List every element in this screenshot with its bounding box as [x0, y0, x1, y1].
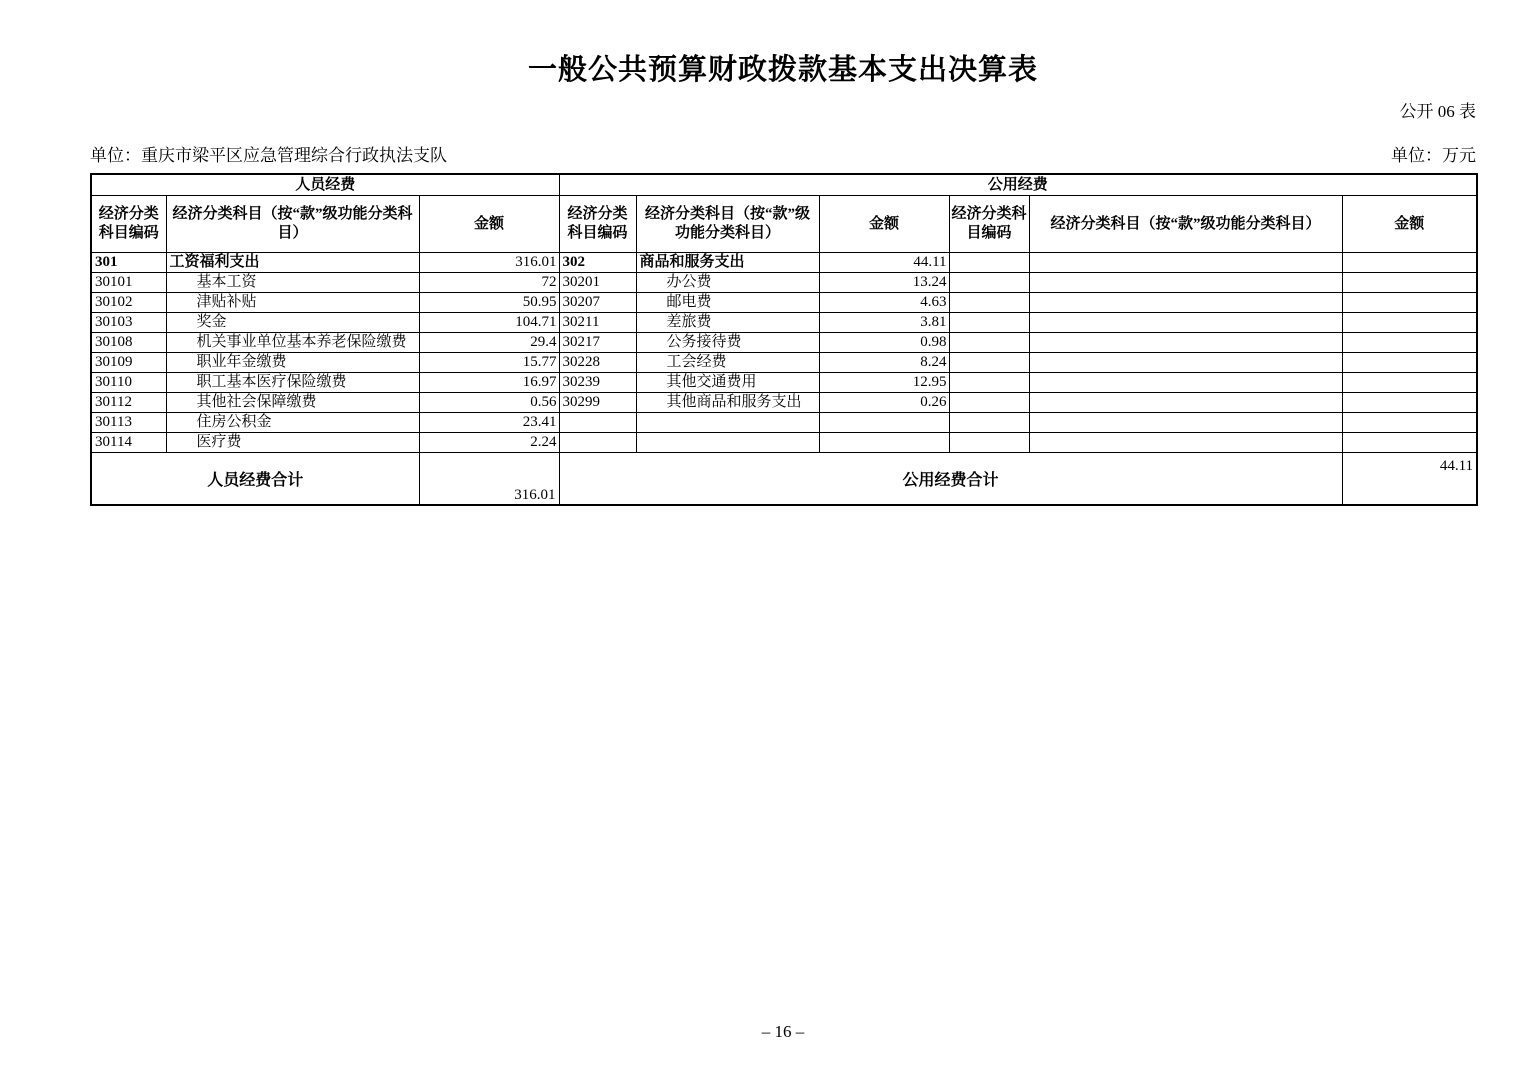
amount-left: 0.56 — [419, 393, 559, 413]
table-row — [91, 293, 1477, 313]
amount-right — [1342, 293, 1477, 313]
code-left: 30114 — [91, 433, 166, 453]
table-row — [91, 253, 1477, 273]
subject-mid: 邮电费 — [636, 293, 819, 313]
unit-row — [90, 145, 1476, 166]
amount-left: 23.41 — [419, 413, 559, 433]
col-header-code-left: 经济分类科目编码 — [91, 196, 166, 253]
subject-right — [1029, 413, 1342, 433]
subject-left: 基本工资 — [166, 273, 419, 293]
document-content — [90, 0, 1476, 506]
code-left: 30102 — [91, 293, 166, 313]
amount-mid: 0.26 — [819, 393, 949, 413]
subject-right — [1029, 353, 1342, 373]
subject-right — [1029, 433, 1342, 453]
amount-right — [1342, 353, 1477, 373]
table-row — [91, 353, 1477, 373]
amount-left: 316.01 — [419, 253, 559, 273]
code-mid: 30299 — [559, 393, 636, 413]
subject-mid: 差旅费 — [636, 313, 819, 333]
summary-row — [91, 453, 1477, 505]
amount-left: 16.97 — [419, 373, 559, 393]
col-header-subject-mid: 经济分类科目（按“款”级功能分类科目） — [636, 196, 819, 253]
code-left: 30113 — [91, 413, 166, 433]
code-left: 30110 — [91, 373, 166, 393]
public-total-amount: 44.11 — [1342, 453, 1477, 505]
table-row — [91, 413, 1477, 433]
col-header-amount-mid: 金额 — [819, 196, 949, 253]
subject-left: 工资福利支出 — [166, 253, 419, 273]
subject-right — [1029, 393, 1342, 413]
section-header-row — [91, 174, 1477, 196]
subject-right — [1029, 293, 1342, 313]
amount-mid — [819, 413, 949, 433]
subject-left: 职工基本医疗保险缴费 — [166, 373, 419, 393]
subject-left: 住房公积金 — [166, 413, 419, 433]
code-left: 30108 — [91, 333, 166, 353]
page-number: – 16 – — [761, 1022, 805, 1041]
code-mid: 302 — [559, 253, 636, 273]
code-mid: 30201 — [559, 273, 636, 293]
table-row — [91, 333, 1477, 353]
subject-right — [1029, 253, 1342, 273]
amount-right — [1342, 253, 1477, 273]
code-mid: 30207 — [559, 293, 636, 313]
unit-name-label: 单位：重庆市梁平区应急管理综合行政执法支队 — [90, 146, 447, 165]
code-mid — [559, 433, 636, 453]
amount-right — [1342, 413, 1477, 433]
amount-left: 50.95 — [419, 293, 559, 313]
subject-right — [1029, 373, 1342, 393]
code-left: 30109 — [91, 353, 166, 373]
subject-mid: 其他交通费用 — [636, 373, 819, 393]
amount-right — [1342, 433, 1477, 453]
amount-right — [1342, 313, 1477, 333]
subject-mid — [636, 433, 819, 453]
amount-left: 2.24 — [419, 433, 559, 453]
amount-mid: 8.24 — [819, 353, 949, 373]
amount-mid: 3.81 — [819, 313, 949, 333]
page-title: 一般公共预算财政拨款基本支出决算表 — [527, 54, 1038, 86]
subject-mid — [636, 413, 819, 433]
subject-right — [1029, 273, 1342, 293]
amount-mid: 12.95 — [819, 373, 949, 393]
code-mid: 30211 — [559, 313, 636, 333]
code-right — [949, 373, 1029, 393]
subject-mid: 办公费 — [636, 273, 819, 293]
amount-left: 29.4 — [419, 333, 559, 353]
subject-mid: 工会经费 — [636, 353, 819, 373]
code-mid: 30228 — [559, 353, 636, 373]
code-mid — [559, 413, 636, 433]
amount-mid — [819, 433, 949, 453]
code-right — [949, 293, 1029, 313]
table-body — [91, 253, 1477, 453]
subject-mid: 其他商品和服务支出 — [636, 393, 819, 413]
code-right — [949, 393, 1029, 413]
amount-left: 72 — [419, 273, 559, 293]
table-row — [91, 373, 1477, 393]
code-right — [949, 313, 1029, 333]
amount-mid: 0.98 — [819, 333, 949, 353]
subject-mid: 商品和服务支出 — [636, 253, 819, 273]
code-right — [949, 333, 1029, 353]
code-right — [949, 273, 1029, 293]
code-left: 30103 — [91, 313, 166, 333]
amount-mid: 13.24 — [819, 273, 949, 293]
public-total-label: 公用经费合计 — [559, 453, 1342, 505]
column-header-row — [91, 196, 1477, 253]
personnel-total-label: 人员经费合计 — [91, 453, 419, 505]
subject-left: 其他社会保障缴费 — [166, 393, 419, 413]
code-right — [949, 253, 1029, 273]
subject-right — [1029, 313, 1342, 333]
col-header-code-right: 经济分类科目编码 — [949, 196, 1029, 253]
table-row — [91, 313, 1477, 333]
amount-left: 104.71 — [419, 313, 559, 333]
subject-right — [1029, 333, 1342, 353]
subject-left: 奖金 — [166, 313, 419, 333]
form-tag-label: 公开 06 表 — [1399, 102, 1476, 121]
subject-left: 职业年金缴费 — [166, 353, 419, 373]
code-left: 30112 — [91, 393, 166, 413]
amount-right — [1342, 333, 1477, 353]
code-mid: 30217 — [559, 333, 636, 353]
table-row — [91, 433, 1477, 453]
col-header-subject-right: 经济分类科目（按“款”级功能分类科目） — [1029, 196, 1342, 253]
code-right — [949, 433, 1029, 453]
section-personnel-header: 人员经费 — [91, 174, 559, 196]
unit-currency-label: 单位：万元 — [1391, 146, 1476, 165]
amount-left: 15.77 — [419, 353, 559, 373]
amount-mid: 4.63 — [819, 293, 949, 313]
subject-mid: 公务接待费 — [636, 333, 819, 353]
col-header-code-mid: 经济分类科目编码 — [559, 196, 636, 253]
code-right — [949, 413, 1029, 433]
col-header-amount-left: 金额 — [419, 196, 559, 253]
subject-left: 医疗费 — [166, 433, 419, 453]
table-row — [91, 393, 1477, 413]
amount-mid: 44.11 — [819, 253, 949, 273]
personnel-total-amount: 316.01 — [419, 453, 559, 505]
code-left: 30101 — [91, 273, 166, 293]
amount-right — [1342, 373, 1477, 393]
col-header-subject-left: 经济分类科目（按“款”级功能分类科目） — [166, 196, 419, 253]
section-public-header: 公用经费 — [559, 174, 1477, 196]
subject-left: 津贴补贴 — [166, 293, 419, 313]
code-left: 301 — [91, 253, 166, 273]
expenditure-table — [90, 173, 1478, 506]
table-row — [91, 273, 1477, 293]
subject-left: 机关事业单位基本养老保险缴费 — [166, 333, 419, 353]
code-mid: 30239 — [559, 373, 636, 393]
col-header-amount-right: 金额 — [1342, 196, 1477, 253]
code-right — [949, 353, 1029, 373]
amount-right — [1342, 393, 1477, 413]
amount-right — [1342, 273, 1477, 293]
